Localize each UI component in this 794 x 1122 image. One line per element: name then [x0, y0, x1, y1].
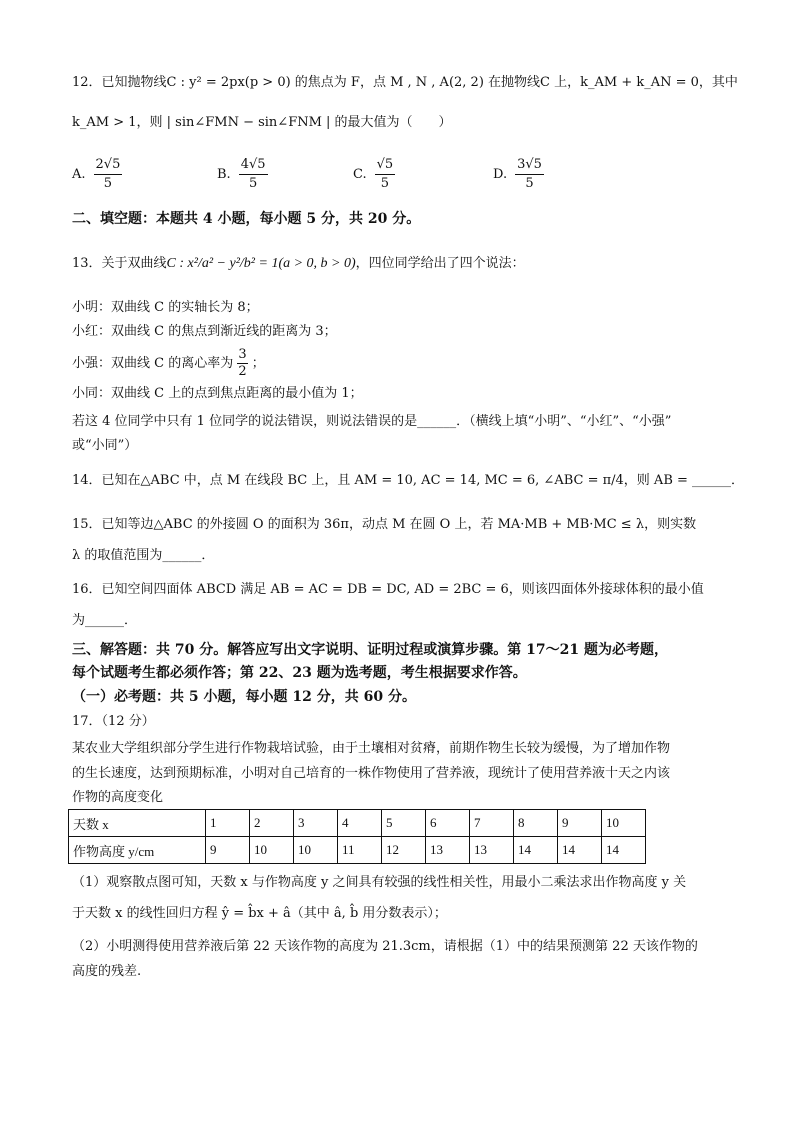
table-cell: 2	[250, 810, 294, 837]
option-b-letter: B.	[217, 166, 231, 182]
section3-subtitle: （一）必考题：共 5 小题，每小题 12 分，共 60 分。	[72, 689, 416, 705]
table-cell: 14	[602, 837, 646, 864]
q15-line1: 15．已知等边△ABC 的外接圆 O 的面积为 36π，动点 M 在圆 O 上，若 MA·MB + MB·MC ≤ λ，则实数	[72, 517, 697, 532]
table-cell: 14	[558, 837, 602, 864]
option-c	[353, 150, 395, 198]
table-header-days: 天数 x	[69, 810, 206, 837]
q16-line1: 16．已知空间四面体 ABCD 满足 AB = AC = DB = DC, AD = 2BC = 6，则该四面体外接球体积的最小值	[72, 582, 704, 597]
q13-s3-fraction	[237, 347, 247, 380]
option-b-value	[239, 156, 268, 193]
option-d-letter: D.	[493, 166, 508, 182]
table-cell: 10	[250, 837, 294, 864]
option-b-denominator: 5	[248, 175, 258, 191]
table-cell: 1	[206, 810, 250, 837]
q13-intro-pre: 13．关于双曲线	[72, 256, 167, 271]
q13-statement-1: 小明：双曲线 C 的实轴长为 8；	[72, 300, 259, 315]
option-c-numerator: √5	[375, 156, 396, 175]
q13-s3-denominator: 2	[238, 364, 247, 379]
option-a-numerator: 2√5	[94, 156, 123, 175]
q16-line2: 为______．	[72, 613, 138, 628]
table-row	[69, 810, 646, 837]
q13-s3-numerator: 3	[238, 347, 247, 362]
option-b	[217, 150, 268, 198]
table-cell: 8	[514, 810, 558, 837]
table-cell: 4	[338, 810, 382, 837]
q13-statement-4: 小同：双曲线 C 上的点到焦点距离的最小值为 1；	[72, 386, 363, 401]
option-c-value	[375, 156, 396, 193]
table-cell: 10	[602, 810, 646, 837]
option-c-letter: C.	[353, 166, 367, 182]
option-c-denominator: 5	[380, 175, 390, 191]
q17-part2-line1: （2）小明测得使用营养液后第 22 天该作物的高度为 21.3cm，请根据（1）中的结果预测第 22 天该作物的	[72, 939, 698, 954]
option-d-denominator: 5	[525, 175, 534, 191]
table-cell: 9	[206, 837, 250, 864]
section3-title-line2: 每个试题考生都必须作答；第 22、23 题为选考题，考生根据要求作答。	[72, 665, 527, 681]
q13-intro	[72, 255, 722, 273]
q17-part1-line1: （1）观察散点图可知，天数 x 与作物高度 y 之间具有较强的线性相关性，用最小二乘法求出作物高度 y 关	[72, 875, 687, 890]
q13-statement-3	[72, 347, 722, 380]
option-d-value	[515, 156, 544, 193]
q17-header: 17．（12 分）	[72, 714, 155, 729]
q12-line2: k_AM > 1，则 | sin∠FMN − sin∠FNM | 的最大值为（ ）	[72, 115, 452, 130]
q17-part2-line2: 高度的残差.	[72, 964, 142, 979]
option-b-numerator: 4√5	[239, 156, 268, 175]
table-cell: 12	[382, 837, 426, 864]
table-cell: 9	[558, 810, 602, 837]
q17-part1-line2: 于天数 x 的线性回归方程 ŷ = b̂x + â（其中 â, b̂ 用分数表示）；	[72, 906, 447, 921]
section3-title-line1: 三、解答题：共 70 分。解答应写出文字说明、证明过程或演算步骤。第 17～21 题为必考题，	[72, 642, 668, 658]
option-d-numerator: 3√5	[515, 156, 544, 175]
option-a	[72, 150, 122, 198]
q13-formula: C : x²/a² − y²/b² = 1(a > 0, b > 0)	[166, 256, 356, 271]
q14-text: 14．已知在△ABC 中，点 M 在线段 BC 上，且 AM = 10, AC = 14, MC = 6, ∠ABC = π/4，则 AB = ______．	[72, 473, 745, 488]
table-cell: 7	[470, 810, 514, 837]
q13-question-line2: 或“小同”）	[72, 438, 138, 453]
q17-paragraph-line3: 作物的高度变化	[72, 790, 164, 805]
table-cell: 6	[426, 810, 470, 837]
table-header-height: 作物高度 y/cm	[69, 837, 206, 864]
table-cell: 14	[514, 837, 558, 864]
q13-statement-2: 小红：双曲线 C 的焦点到渐近线的距离为 3；	[72, 324, 337, 339]
option-d	[493, 150, 544, 198]
q13-s3-pre: 小强：双曲线 C 的离心率为	[72, 356, 234, 371]
option-a-letter: A.	[72, 166, 86, 182]
table-cell: 10	[294, 837, 338, 864]
q12-options	[72, 150, 722, 200]
table-cell: 5	[382, 810, 426, 837]
q15-line2: λ 的取值范围为______．	[72, 548, 215, 563]
q13-s3-post: ；	[251, 356, 265, 371]
q13-intro-post: ，四位同学给出了四个说法：	[355, 256, 525, 271]
table-cell: 13	[426, 837, 470, 864]
table-cell: 13	[470, 837, 514, 864]
table-cell: 11	[338, 837, 382, 864]
section2-title: 二、填空题：本题共 4 小题，每小题 5 分，共 20 分。	[72, 211, 421, 227]
option-a-value	[94, 156, 123, 193]
q17-paragraph-line2: 的生长速度，达到预期标准，小明对自己培育的一株作物使用了营养液，现统计了使用营养液十天之内该	[72, 766, 671, 781]
table-cell: 3	[294, 810, 338, 837]
q12-line1: 12．已知抛物线C : y² = 2px(p > 0) 的焦点为 F，点 M , N , A(2, 2) 在抛物线C 上，k_AM + k_AN = 0，其中	[72, 75, 738, 90]
table-row	[69, 837, 646, 864]
q13-question-line1: 若这 4 位同学中只有 1 位同学的说法错误，则说法错误的是______．（横线上填“小明”、“小红”、“小强”	[72, 414, 672, 429]
q17-data-table	[68, 809, 646, 864]
option-a-denominator: 5	[103, 175, 113, 191]
q17-paragraph-line1: 某农业大学组织部分学生进行作物栽培试验，由于土壤相对贫瘠，前期作物生长较为缓慢，为了增加作物	[72, 741, 671, 756]
